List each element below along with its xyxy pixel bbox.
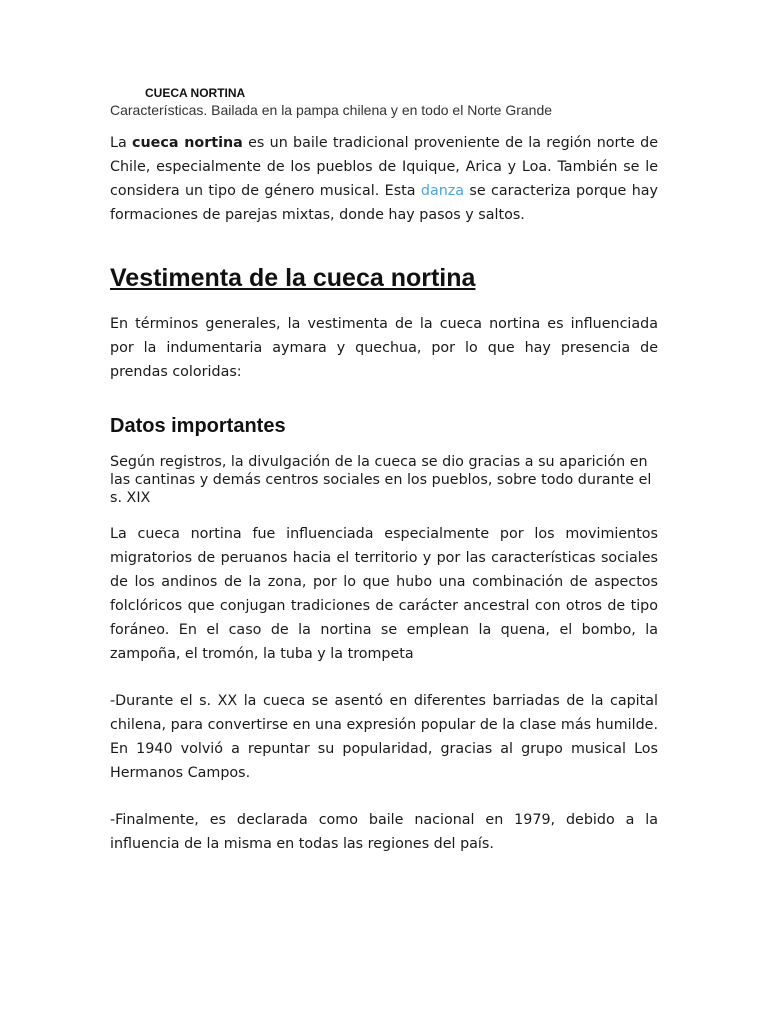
datos-heading: Datos importantes [110,415,286,437]
intro-text-start: La [110,135,133,151]
datos-paragraph-4: -Finalmente, es declarada como baile nacional en 1979, debido a la influencia de la misma en todas las regiones del país. [110,812,658,852]
datos-paragraph-2: La cueca nortina fue influenciada especialmente por los movimientos migratorios de peruanos hacia el territorio y por las características sociales de los andinos de la zona, por lo que hubo una combinación de aspectos folclóricos que conjugan tradiciones de carácter ancestral con otros de tipo foráneo. En el caso de la nortina se emplean la quena, el bombo, la zampoña, el tromón, la tuba y la trompeta [110,526,658,662]
document-title: CUECA NORTINA [145,86,246,100]
document-subtitle: Características. Bailada en la pampa chilena y en todo el Norte Grande [110,102,553,118]
intro-paragraph [110,131,658,227]
vestimenta-heading: Vestimenta de la cueca nortina [110,264,476,292]
intro-text-end: se caracteriza porque hay formaciones de parejas mixtas, donde hay pasos y saltos. [110,183,658,223]
danza-link[interactable]: danza [420,183,465,199]
intro-bold-term: cueca nortina [132,135,243,151]
datos-paragraph-3: -Durante el s. XX la cueca se asentó en diferentes barriadas de la capital chilena, para convertirse en una expresión popular de la clase más humilde. En 1940 volvió a repuntar su popularidad, gracias al grupo musical Los Hermanos Campos. [110,693,658,781]
vestimenta-paragraph: En términos generales, la vestimenta de la cueca nortina es influenciada por la indumentaria aymara y quechua, por lo que hay presencia de prendas coloridas: [110,316,658,380]
document-page [110,86,658,856]
intro-text-middle: es un baile tradicional proveniente de la región norte de Chile, especialmente de los pueblos de Iquique, Arica y Loa. También se le considera un tipo de género musical. Esta [110,135,658,199]
datos-paragraph-1: Según registros, la divulgación de la cueca se dio gracias a su aparición en las cantinas y demás centros sociales en los pueblos, sobre todo durante el s. XIX [110,454,652,506]
